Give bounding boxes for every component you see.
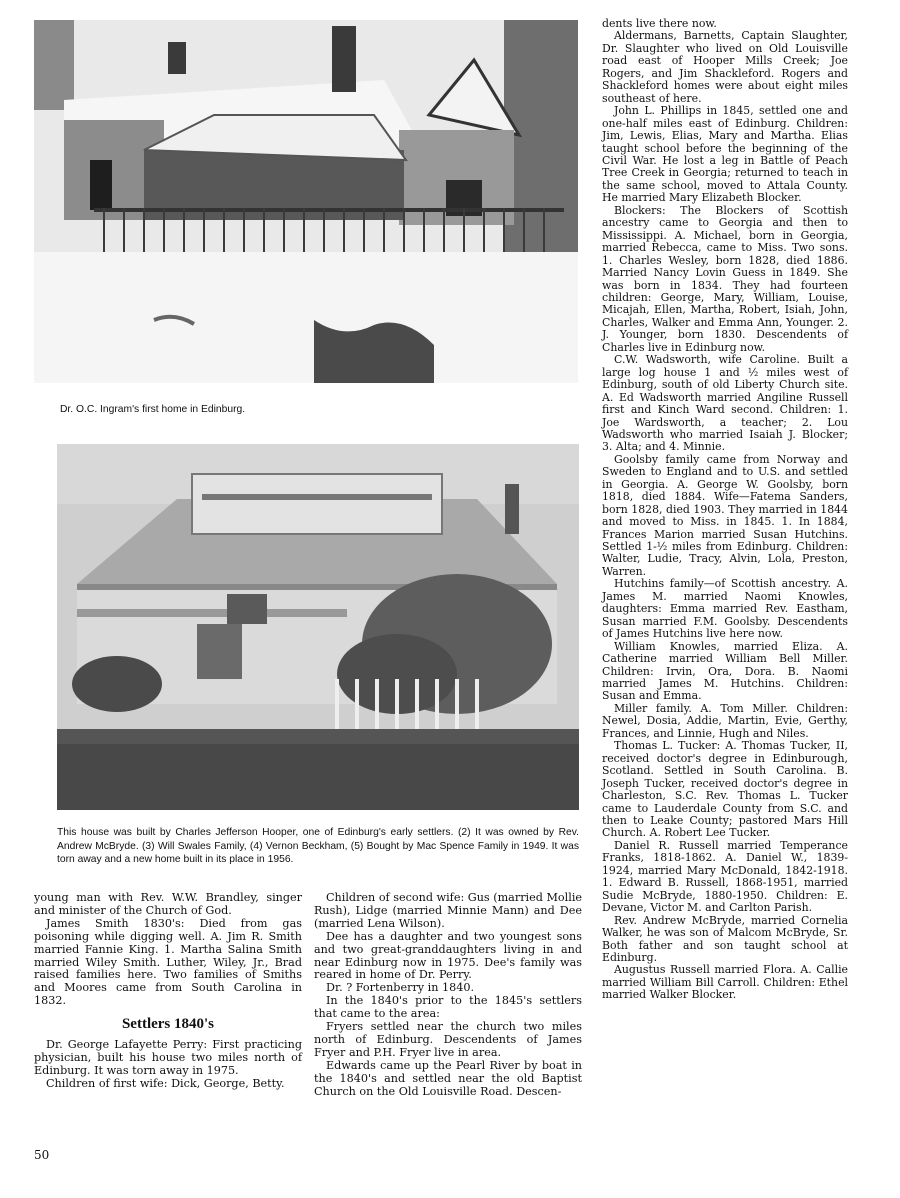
right-paragraph: William Knowles, married Eliza. A. Catherine married William Bell Miller. Children: Irvin, Ora, Dora. B. Naomi married James M. Hutchins. Children: Susan and Emma. <box>602 639 848 703</box>
middle-paragraph: Fryers settled near the church two miles north of Edinburg. Descendents of James Fryer and P.H. Fryer live in area. <box>314 1020 582 1059</box>
right-paragraph: Aldermans, Barnetts, Captain Slaughter, Dr. Slaughter who lived on Old Louisville road east of Hooper Mills Creek; Joe Rogers, and Jim Shackleford. Rogers and Shackleford homes were about eight miles southeast of here. <box>602 29 848 105</box>
photo-ingram-home <box>34 20 578 383</box>
photo-ingram-caption: Dr. O.C. Ingram's first home in Edinburg. <box>60 404 246 415</box>
photo-hooper-house-image <box>57 444 579 810</box>
section-heading: Settlers 1840's <box>121 1016 215 1033</box>
right-paragraph: John L. Phillips in 1845, settled one and one-half miles east of Edinburg. Children: Jim, Lewis, Elias, Mary and Martha. Elias taught school before the beginning of the Civil War. He lost a leg in Battle of Peach Tree Creek in Georgia; returned to teach in the same school, moved to Attala County. He married Mary Elizabeth Blocker. <box>602 104 848 205</box>
middle-paragraph: In the 1840's prior to the 1845's settlers that came to the area: <box>314 994 582 1021</box>
photo-ingram-home-image <box>34 20 578 383</box>
right-paragraph: Augustus Russell married Flora. A. Callie married William Bill Carroll. Children: Ethel married Walker Blocker. <box>602 963 848 1002</box>
middle-paragraph: Children of second wife: Gus (married Mollie Rush), Lidge (married Minnie Mann) and Dee (married Lena Wilson). <box>314 891 583 930</box>
left-paragraph: Dr. George Lafayette Perry: First practicing physician, built his house two miles north of Edinburg. It was torn away in 1975. <box>34 1038 302 1077</box>
middle-column <box>314 892 582 1099</box>
right-paragraph: C.W. Wadsworth, wife Caroline. Built a large log house 1 and ½ miles west of Edinburg, south of old Liberty Church site. A. Ed Wadsworth married Angiline Russell first and Kinch Ward second. Children: 1. Joe Wardsworth, a teacher; 2. Lou Wadsworth who married Isaiah J. Blocker; 3. Alta; and 4. Minnie. <box>602 353 848 454</box>
right-paragraph: Blockers: The Blockers of Scottish ancestry came to Georgia and then to Mississippi. A. Michael, born in Georgia, married Rebecca, came to Miss. Two sons. 1. Charles Wesley, born 1828, died 1886. Married Nancy Lovin Guess in 1849. She was born in 1834. They had fourteen children: George, Mary, William, Louise, Micajah, Ellen, Martha, Robert, Isiah, John, Charles, Walker and Emma Ann, Younger. 2. J. Younger, born 1830. Descendents of Charles live in Edinburg now. <box>602 203 848 354</box>
left-column <box>34 892 302 1091</box>
right-paragraph: Miller family. A. Tom Miller. Children: Newel, Dosia, Addie, Martin, Evie, Gerthy, Frances, and Linnie, Hugh and Niles. <box>602 701 848 740</box>
photo-hooper-caption: This house was built by Charles Jefferson Hooper, one of Edinburg's early settlers. (2) It was owned by Rev. Andrew McBryde. (3) Will Swales Family, (4) Vernon Beckham, (5) Bought by Mac Spence Family in 1949. It was torn away and a new home built in its place in 1956. <box>57 827 579 866</box>
right-paragraph: Hutchins family—of Scottish ancestry. A. James M. married Naomi Knowles, daughters: Emma married Rev. Eastham, Susan married F.M. Goolsby. Descendents of James Hutchins live here now. <box>602 577 848 641</box>
right-paragraph: Goolsby family came from Norway and Sweden to England and to U.S. and settled in Georgia. A. George W. Goolsby, born 1818, died 1884. Wife—Fatema Sanders, born 1828, died 1903. They married in 1844 and moved to Miss. in 1845. 1. In 1884, Frances Marion married Susan Hutchins. Settled 1-½ miles from Edinburg. Children: Walter, Ludie, Tracy, Alvin, Lola, Preston, Warren. <box>602 452 848 578</box>
right-paragraph: Rev. Andrew McBryde, married Cornelia Walker, he was son of Malcom McBryde, Sr. Both father and son taught school at Edinburg. <box>602 913 848 964</box>
right-paragraph: Daniel R. Russell married Temperance Franks, 1818-1862. A. Daniel W., 1839-1924, married Mary McDonald, 1842-1918. 1. Edward B. Russell, 1868-1951, married Sudie McBryde, 1880-1950. Children: E. Devane, Victor M. and Carlton Parish. <box>602 838 848 915</box>
middle-paragraph: Dr. ? Fortenberry in 1840. <box>326 981 475 995</box>
left-paragraph: Children of first wife: Dick, George, Betty. <box>46 1076 285 1090</box>
right-paragraph: dents live there now. <box>602 17 717 30</box>
left-paragraph: young man with Rev. W.W. Brandley, singer and minister of the Church of God. <box>34 891 302 917</box>
page-number: 50 <box>34 1148 50 1162</box>
right-column <box>602 18 848 1002</box>
right-paragraph: Thomas L. Tucker: A. Thomas Tucker, II, received doctor's degree in Edinburough, Scotland. Settled in South Carolina. B. Joseph Tucker, received doctor's degree in Charleston, S.C. Rev. Thomas L. Tucker came to Lauderdale County from S.C. and then to Leake County; pastored Mars Hill Church. A. Robert Lee Tucker. <box>602 739 848 840</box>
left-paragraph: James Smith 1830's: Died from gas poisoning while digging well. A. Jim R. Smith married Fannie King. 1. Martha Salina Smith married Wiley Smith. Luther, Wiley, Jr., Brad raised families here. Two families of Smiths and Moores came from South Carolina in 1832. <box>34 916 302 1008</box>
middle-paragraph: Edwards came up the Pearl River by boat in the 1840's and settled near the old Baptist Church on the Old Louisville Road. Descen- <box>314 1058 582 1098</box>
middle-paragraph: Dee has a daughter and two youngest sons and two great-granddaughters living in and near Edinburg now in 1975. Dee's family was reared in home of Dr. Perry. <box>314 929 582 982</box>
photo-hooper-house <box>57 444 579 810</box>
